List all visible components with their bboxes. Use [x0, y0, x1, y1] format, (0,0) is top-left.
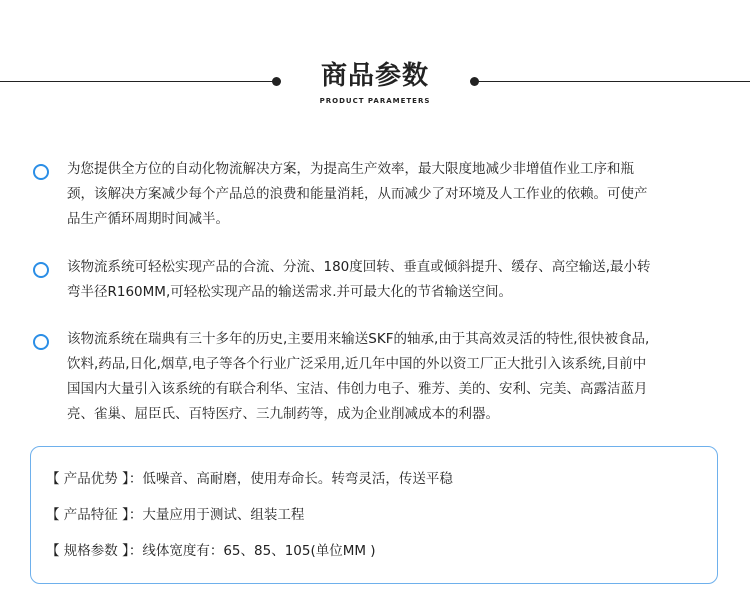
feature-paragraph	[67, 255, 717, 305]
paragraph-line: 饮料,药品,日化,烟草,电子等各个行业广泛采用,近几年中国的外以资工厂正大批引入该系统,目前中	[67, 356, 647, 372]
circle-bullet-icon	[33, 262, 49, 278]
header-divider-right	[476, 81, 750, 82]
paragraph-line: 品生产循环周期时间减半。	[67, 211, 229, 227]
paragraph-line: 弯半径R160MM,可轻松实现产品的输送需求.并可最大化的节省输送空间。	[67, 284, 513, 300]
paragraph-line: 为您提供全方位的自动化物流解决方案，为提高生产效率，最大限度地减少非增值作业工序和瓶	[67, 161, 634, 177]
spec-advantages: 【 产品优势 】：低噪音、高耐磨，使用寿命长。转弯灵活，传送平稳	[46, 471, 453, 487]
page-title: 商品参数	[320, 61, 429, 91]
spec-features: 【 产品特征 】：大量应用于测试、组装工程	[46, 507, 305, 523]
paragraph-line: 国国内大量引入该系统的有联合利华、宝洁、伟创力电子、雅芳、美的、安利、完美、高露洁蓝月	[67, 381, 648, 397]
page-subtitle: PRODUCT PARAMETERS	[319, 97, 431, 105]
header-divider-left	[0, 81, 276, 82]
paragraph-line: 该物流系统在瑞典有三十多年的历史,主要用来输送SKF的轴承,由于其高效灵活的特性,很快被食品,	[67, 331, 650, 347]
section-header	[0, 0, 750, 110]
circle-bullet-icon	[33, 164, 49, 180]
circle-bullet-icon	[33, 334, 49, 350]
paragraph-line: 颈，该解决方案减少每个产品总的浪费和能量消耗，从而减少了对环境及人工作业的依赖。可使产	[67, 186, 648, 202]
header-dot-left	[272, 77, 281, 86]
spec-box	[30, 446, 718, 584]
spec-parameters: 【 规格参数 】：线体宽度有：65、85、105(单位MM )	[46, 543, 376, 559]
paragraph-line: 亮、雀巢、屈臣氏、百特医疗、三九制药等，成为企业削减成本的利器。	[67, 406, 499, 422]
paragraph-line: 该物流系统可轻松实现产品的合流、分流、180度回转、垂直或倾斜提升、缓存、高空输送,最小转	[67, 259, 651, 275]
feature-paragraph	[67, 157, 717, 232]
feature-paragraph	[67, 327, 717, 427]
